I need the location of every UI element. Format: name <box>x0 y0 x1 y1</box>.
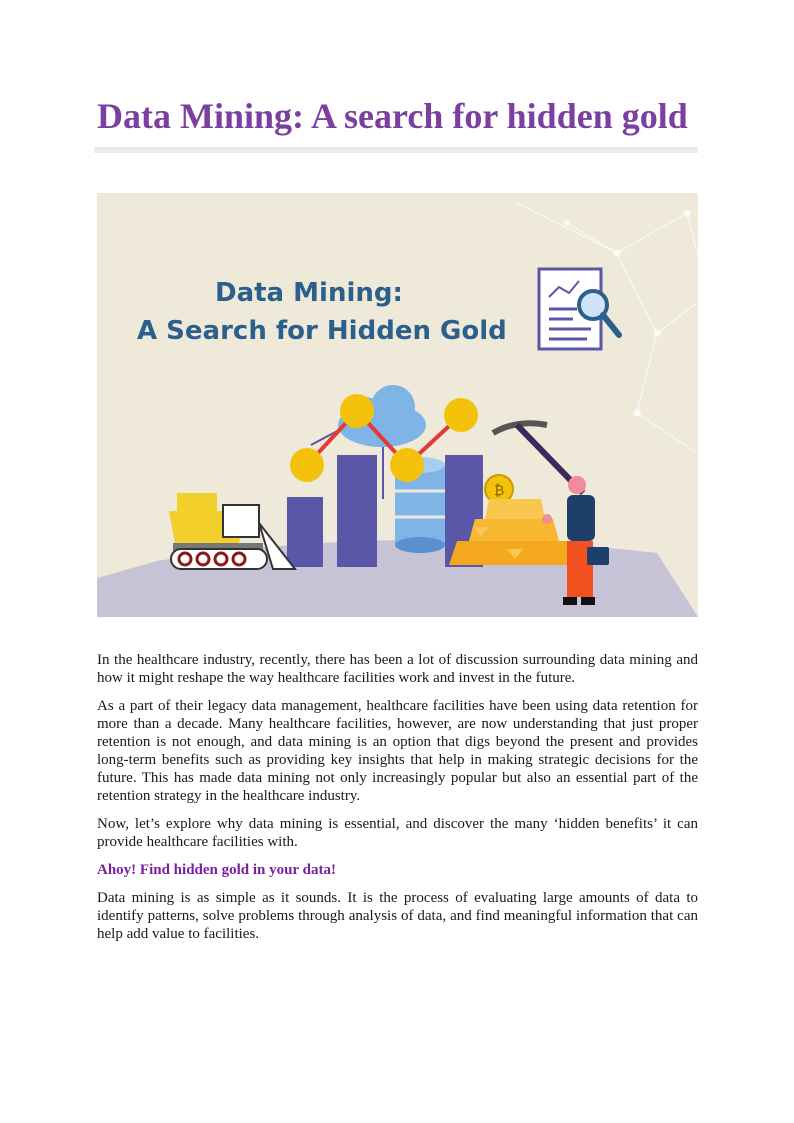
page-title: Data Mining: A search for hidden gold <box>97 96 688 136</box>
hero-illustration <box>97 193 698 617</box>
section-subheading: Ahoy! Find hidden gold in your data! <box>97 862 336 878</box>
title-divider <box>94 147 698 153</box>
paragraph-2: As a part of their legacy data management, healthcare facilities have been using data retention for more than a decade. Many healthcare facilities, however, are now understanding that just proper retention is not enough, and data mining is an option that digs beyond the present and provides long-term benefits such as providing key insights that help in making strategic decisions for the future. This has made data mining not only increasingly popular but also an essential part of the retention strategy in the healthcare industry. <box>97 698 698 804</box>
paragraph-1: In the healthcare industry, recently, there has been a lot of discussion surrounding data mining and how it might reshape the way healthcare facilities work and invest in the future. <box>97 652 698 686</box>
paragraph-3: Now, let’s explore why data mining is essential, and discover the many ‘hidden benefits’ it can provide healthcare facilities with. <box>97 816 698 850</box>
hero-heading-line1: Data Mining: <box>215 278 403 308</box>
svg-text:₿: ₿ <box>494 483 505 499</box>
article-body <box>97 651 698 953</box>
paragraph-4: Data mining is as simple as it sounds. It is the process of evaluating large amounts of data to identify patterns, solve problems through analysis of data, and find meaningful information that can help add value to facilities. <box>97 890 698 942</box>
hero-heading-line2: A Search for Hidden Gold <box>137 316 507 346</box>
coin-icon <box>485 475 513 503</box>
